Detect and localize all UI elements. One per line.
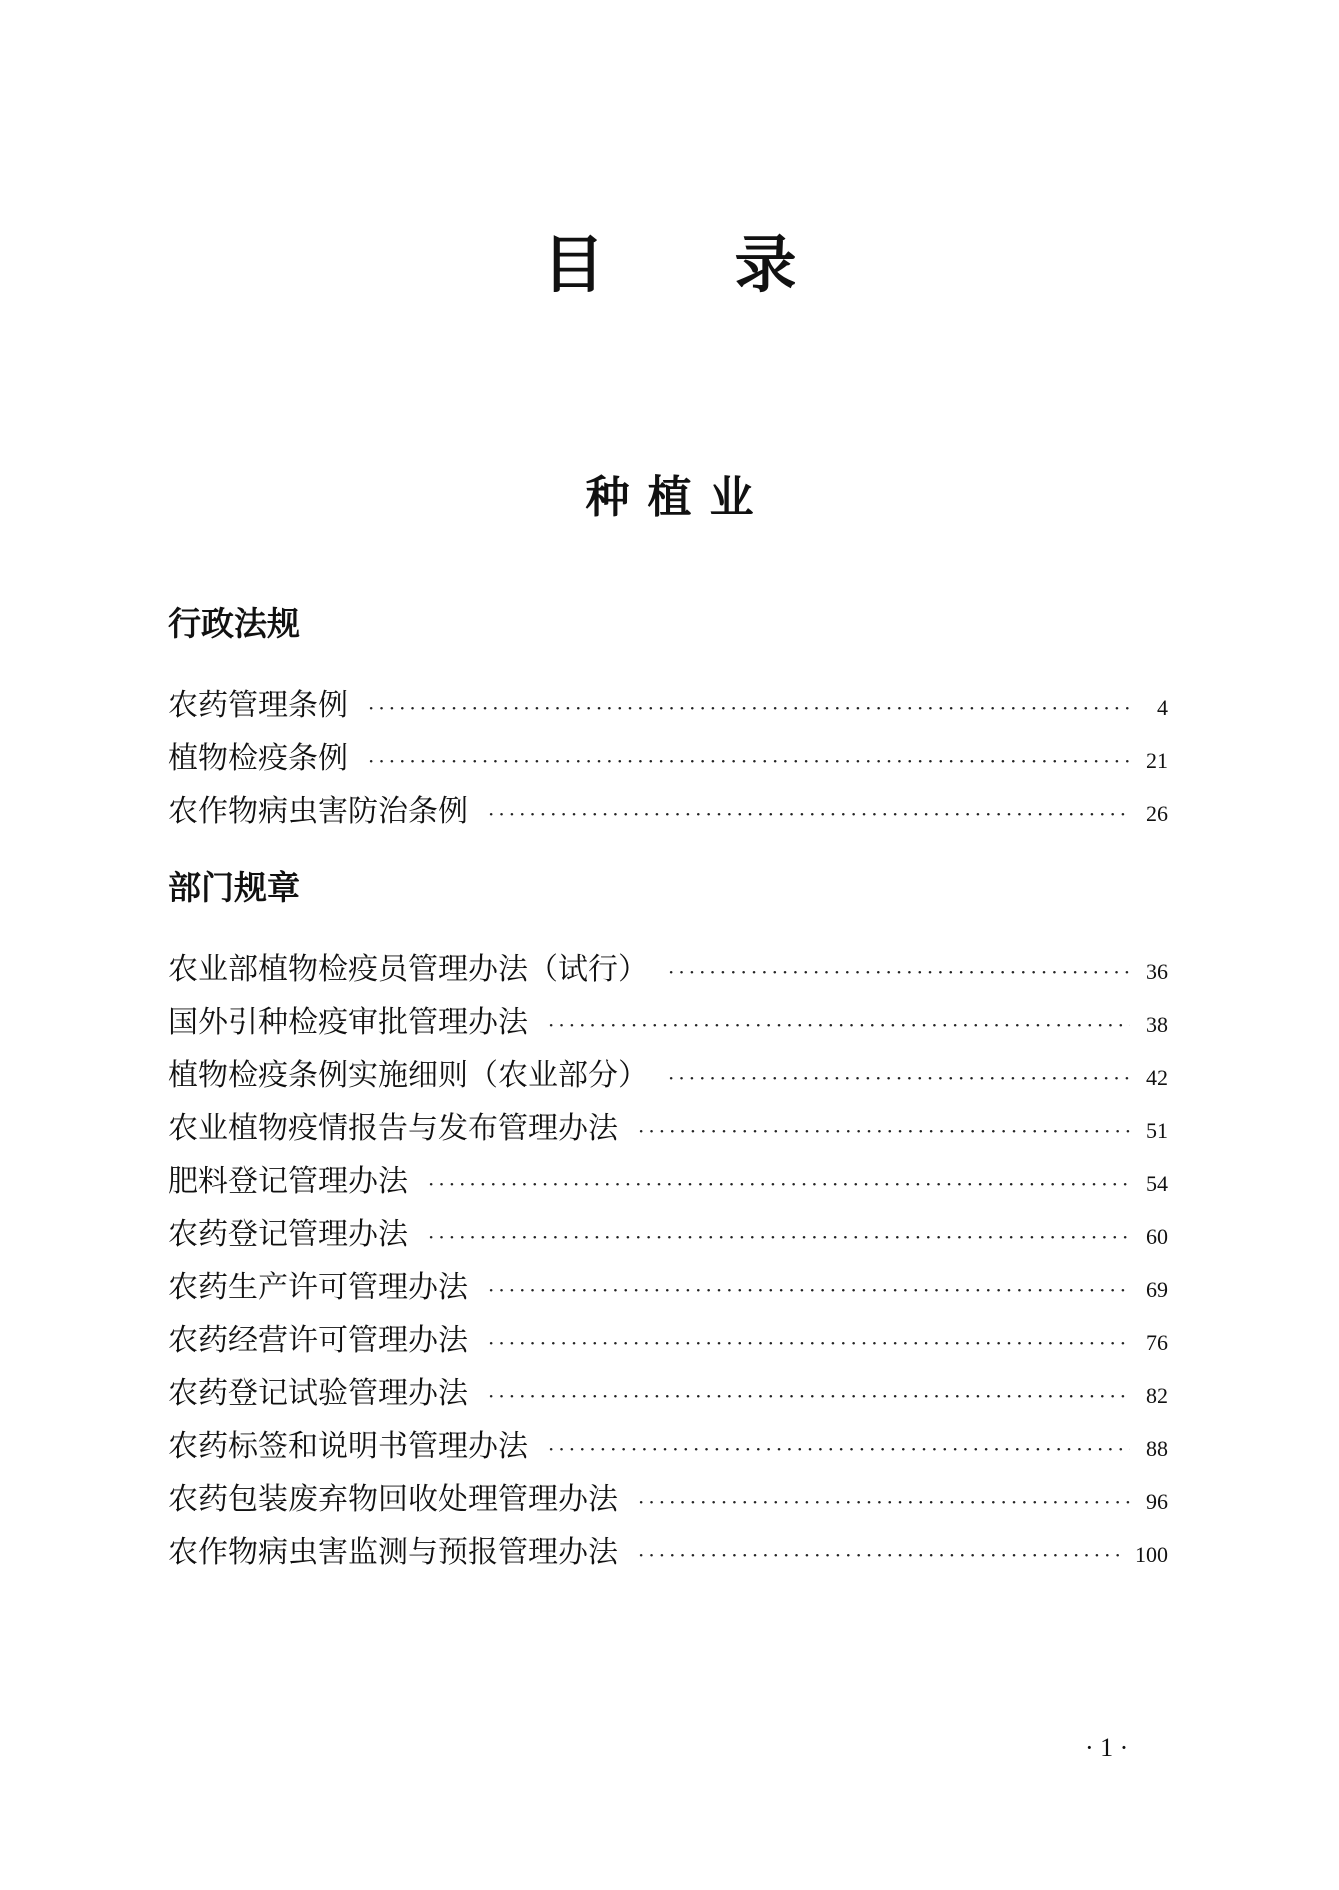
toc-entry-page: 96	[1146, 1489, 1168, 1514]
dot-leader	[638, 1535, 1125, 1575]
page-title-char-1: 目	[542, 228, 605, 301]
page-title	[0, 230, 1339, 300]
page-title-char-2: 录	[734, 228, 797, 301]
dot-leader	[548, 1429, 1130, 1469]
toc-entry[interactable]	[168, 792, 1168, 845]
page-number: · 1 ·	[1085, 1733, 1129, 1762]
toc-entry[interactable]	[168, 1533, 1168, 1586]
toc-entry-label: 农药经营许可管理办法	[168, 1323, 468, 1358]
toc-entry-label: 国外引种检疫审批管理办法	[168, 1005, 528, 1040]
toc-entry-page: 4	[1157, 695, 1168, 720]
dot-leader	[368, 688, 1130, 728]
toc-entry-label: 农药包装废弃物回收处理管理办法	[168, 1482, 618, 1517]
toc-list-administrative-regulations	[168, 686, 1168, 845]
toc-entry-label: 农药管理条例	[168, 688, 348, 723]
toc-entry-page: 26	[1146, 801, 1168, 826]
toc-entry[interactable]	[168, 686, 1168, 739]
dot-leader	[638, 1482, 1130, 1522]
toc-entry[interactable]	[168, 1427, 1168, 1480]
dot-leader	[488, 1270, 1130, 1310]
toc-entry[interactable]	[168, 1480, 1168, 1533]
toc-entry-label: 农作物病虫害防治条例	[168, 794, 468, 829]
toc-entry-page: 51	[1146, 1118, 1168, 1143]
dot-leader	[488, 1376, 1130, 1416]
toc-entry-page: 38	[1146, 1012, 1168, 1037]
toc-entry-label: 肥料登记管理办法	[168, 1164, 408, 1199]
toc-entry[interactable]	[168, 739, 1168, 792]
dot-leader	[368, 741, 1130, 781]
dot-leader	[668, 1058, 1130, 1098]
toc-entry-page: 54	[1146, 1171, 1168, 1196]
toc-entry[interactable]	[168, 1215, 1168, 1268]
toc-entry-page: 76	[1146, 1330, 1168, 1355]
group-heading-department-rules: 部门规章	[168, 868, 300, 907]
toc-entry[interactable]	[168, 1374, 1168, 1427]
toc-entry[interactable]	[168, 1268, 1168, 1321]
toc-entry-label: 农业部植物检疫员管理办法（试行）	[168, 952, 648, 987]
group-heading-administrative-regulations: 行政法规	[168, 604, 300, 643]
dot-leader	[428, 1217, 1130, 1257]
toc-entry-page: 36	[1146, 959, 1168, 984]
toc-entry-page: 60	[1146, 1224, 1168, 1249]
dot-leader	[638, 1111, 1130, 1151]
toc-entry-label: 农药生产许可管理办法	[168, 1270, 468, 1305]
toc-entry-page: 42	[1146, 1065, 1168, 1090]
dot-leader	[668, 952, 1130, 992]
toc-entry-label: 植物检疫条例实施细则（农业部分）	[168, 1058, 648, 1093]
toc-entry-label: 植物检疫条例	[168, 741, 348, 776]
toc-entry-label: 农作物病虫害监测与预报管理办法	[168, 1535, 618, 1570]
toc-entry[interactable]	[168, 1003, 1168, 1056]
dot-leader	[488, 1323, 1130, 1363]
toc-entry[interactable]	[168, 1109, 1168, 1162]
toc-entry-label: 农业植物疫情报告与发布管理办法	[168, 1111, 618, 1146]
section-title: 种植业	[585, 472, 772, 523]
toc-entry-page: 21	[1146, 748, 1168, 773]
toc-entry-label: 农药登记管理办法	[168, 1217, 408, 1252]
toc-entry-label: 农药登记试验管理办法	[168, 1376, 468, 1411]
dot-leader	[488, 794, 1130, 834]
toc-entry[interactable]	[168, 1162, 1168, 1215]
toc-entry[interactable]	[168, 1321, 1168, 1374]
toc-entry[interactable]	[168, 1056, 1168, 1109]
toc-entry-page: 88	[1146, 1436, 1168, 1461]
toc-entry-page: 82	[1146, 1383, 1168, 1408]
toc-entry-page: 100	[1135, 1542, 1168, 1567]
dot-leader	[428, 1164, 1130, 1204]
toc-entry-label: 农药标签和说明书管理办法	[168, 1429, 528, 1464]
toc-entry-page: 69	[1146, 1277, 1168, 1302]
dot-leader	[548, 1005, 1130, 1045]
toc-entry[interactable]	[168, 950, 1168, 1003]
toc-list-department-rules	[168, 950, 1168, 1586]
